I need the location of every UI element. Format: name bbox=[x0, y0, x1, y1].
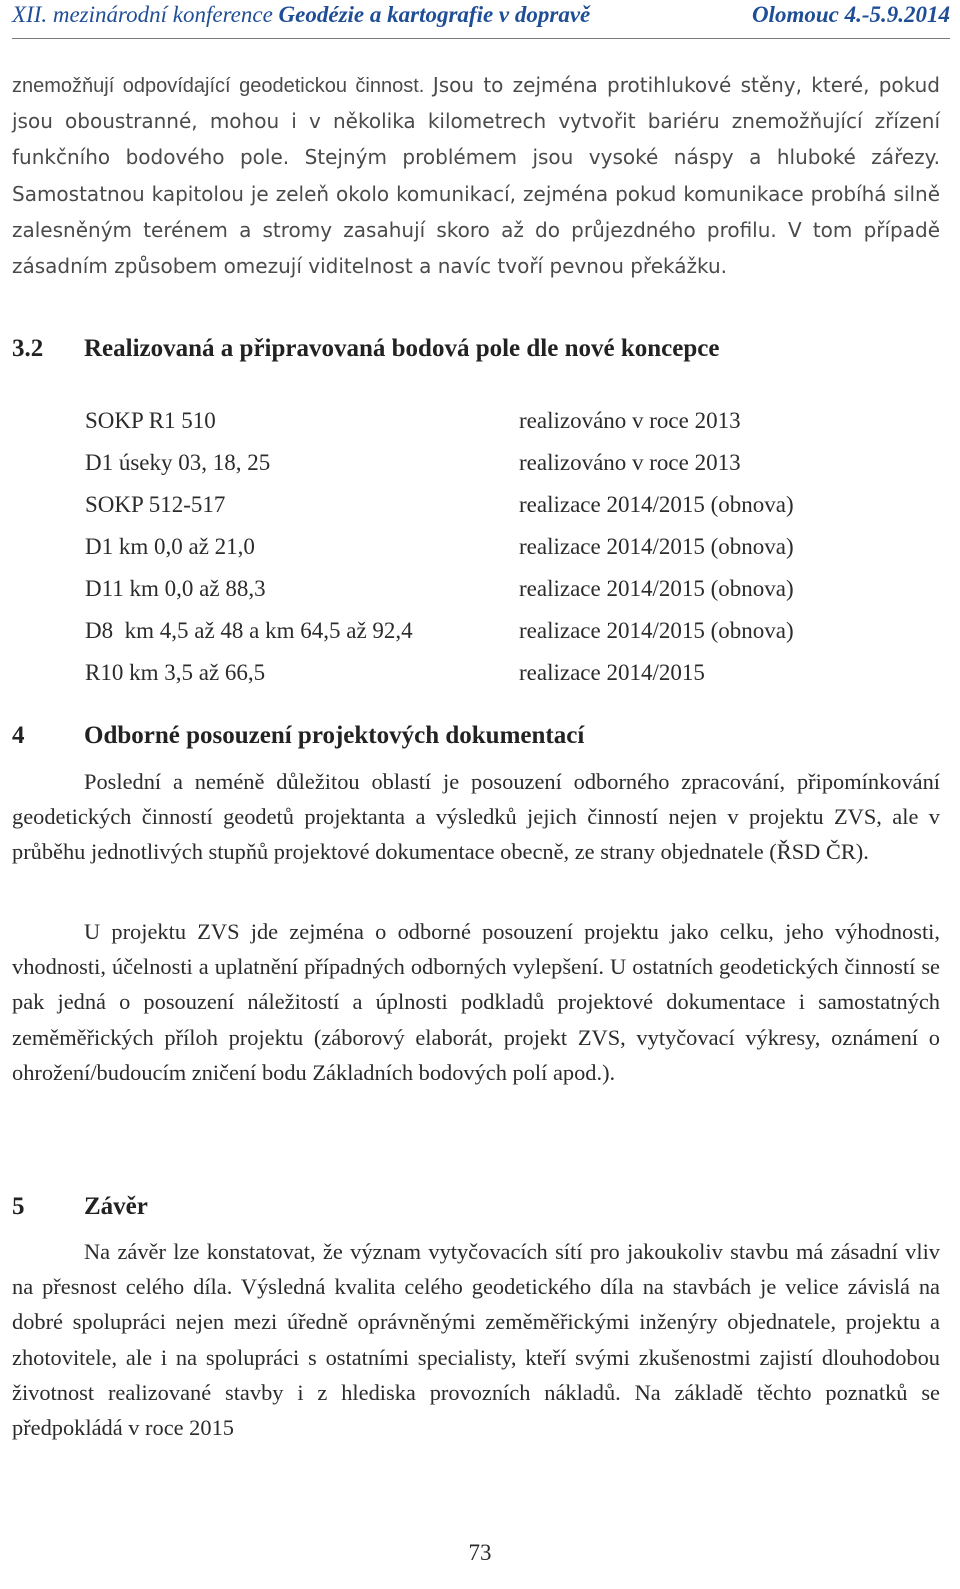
list-item-name: D8 km 4,5 až 48 a km 64,5 až 92,4 bbox=[85, 618, 413, 643]
header-conference-title: Geodézie a kartografie v dopravě bbox=[278, 2, 591, 27]
list-item bbox=[85, 492, 885, 534]
paragraph-assessment: Poslední a neméně důležitou oblastí je posouzení odborného zpracování, připomínkování geodetických činností geodetů projektanta a výsledků jejich činností nejen v projektu ZVS, ale v průběhu jednotlivých stupňů projektové dokumentace obecně, ze strany objednatele (ŘSD ČR). bbox=[12, 769, 940, 865]
paragraph-conclusion: Na závěr lze konstatovat, že význam vytyčovacích sítí pro jakoukoliv stavbu má zásadní vliv na přesnost celého díla. Výsledná kvalita celého geodetického díla na stavbách je velice závislá na dobré spolupráci nejen mezi úředně oprávněnými zeměměřickými inženýry objednatele, projektu a zhotovitele, ale i na spolupráci s ostatními specialisty, kteří svými zkušenostmi zajistí dlouhodobou životnost realizované stavby i z hlediska provozních nákladů. Na základě těchto poznatků se předpokládá v roce 2015 bbox=[12, 1239, 940, 1441]
paragraph-zvs-project: U projektu ZVS jde zejména o odborné posouzení projektu jako celku, jeho výhodnosti, vhodnosti, účelnosti a uplatnění případných odborných vylepšení. U ostatních geodetických činností se pak jedná o posouzení náležitostí a úplnosti podkladů projektové dokumentace i samostatných zeměměřických příloh projektu (záborový elaborát, projekt ZVS, vytyčovací výkresy, oznámení o ohrožení/budoucím zničení bodu Základních bodových polí apod.). bbox=[12, 919, 940, 1085]
section-title: Odborné posouzení projektových dokumentací bbox=[84, 722, 585, 749]
list-item-status: realizace 2014/2015 (obnova) bbox=[519, 576, 794, 601]
list-item bbox=[85, 534, 885, 576]
list-item bbox=[85, 618, 885, 660]
section-heading-3-2 bbox=[12, 335, 719, 363]
header-place-date: Olomouc 4.-5.9.2014 bbox=[751, 2, 950, 27]
list-item bbox=[85, 576, 885, 618]
list-item-name: D1 úseky 03, 18, 25 bbox=[85, 450, 271, 475]
list-item-name: D11 km 0,0 až 88,3 bbox=[85, 576, 266, 601]
list-item-name: SOKP R1 510 bbox=[85, 408, 216, 433]
running-header bbox=[12, 0, 950, 39]
list-item-status: realizováno v roce 2013 bbox=[519, 408, 741, 433]
section-heading-5 bbox=[12, 1193, 148, 1221]
section-number: 5 bbox=[12, 1193, 25, 1220]
list-item-status: realizace 2014/2015 (obnova) bbox=[519, 534, 794, 559]
page-number: 73 bbox=[468, 1540, 492, 1565]
section-heading-4 bbox=[12, 722, 584, 750]
paragraph-intro: znemožňují odpovídající geodetickou činnost. Jsou to zejména protihlukové stěny, které, pokud jsou oboustranné, mohou i v několika kilometrech vytvořit bariéru znemožňující zřízení funkčního bodového pole. Stejným problémem jsou vysoké náspy a hluboké zářezy. Samostatnou kapitolou je zeleň okolo komunikací, zejména pokud komunikace probíhá silně zalesněným terénem a stromy zasahují skoro až do průjezdného profilu. V tom případě zásadním způsobem omezují viditelnost a navíc tvoří pevnou překážku. bbox=[12, 73, 940, 279]
section-number: 3.2 bbox=[12, 335, 44, 362]
list-item-name: D1 km 0,0 až 21,0 bbox=[85, 534, 255, 559]
list-item-status: realizace 2014/2015 bbox=[519, 660, 705, 685]
section-title: Realizovaná a připravovaná bodová pole dle nové koncepce bbox=[84, 335, 720, 362]
point-field-list bbox=[85, 408, 885, 702]
section-number: 4 bbox=[12, 722, 25, 749]
list-item bbox=[85, 660, 885, 702]
list-item bbox=[85, 408, 885, 450]
list-item-name: SOKP 512-517 bbox=[85, 492, 226, 517]
list-item-status: realizace 2014/2015 (obnova) bbox=[519, 492, 794, 517]
list-item-status: realizováno v roce 2013 bbox=[519, 450, 741, 475]
section-title: Závěr bbox=[84, 1193, 148, 1220]
list-item bbox=[85, 450, 885, 492]
header-conference: XII. mezinárodní konference Geodézie a kartografie v dopravě bbox=[12, 2, 591, 27]
list-item-status: realizace 2014/2015 (obnova) bbox=[519, 618, 794, 643]
list-item-name: R10 km 3,5 až 66,5 bbox=[85, 660, 266, 685]
